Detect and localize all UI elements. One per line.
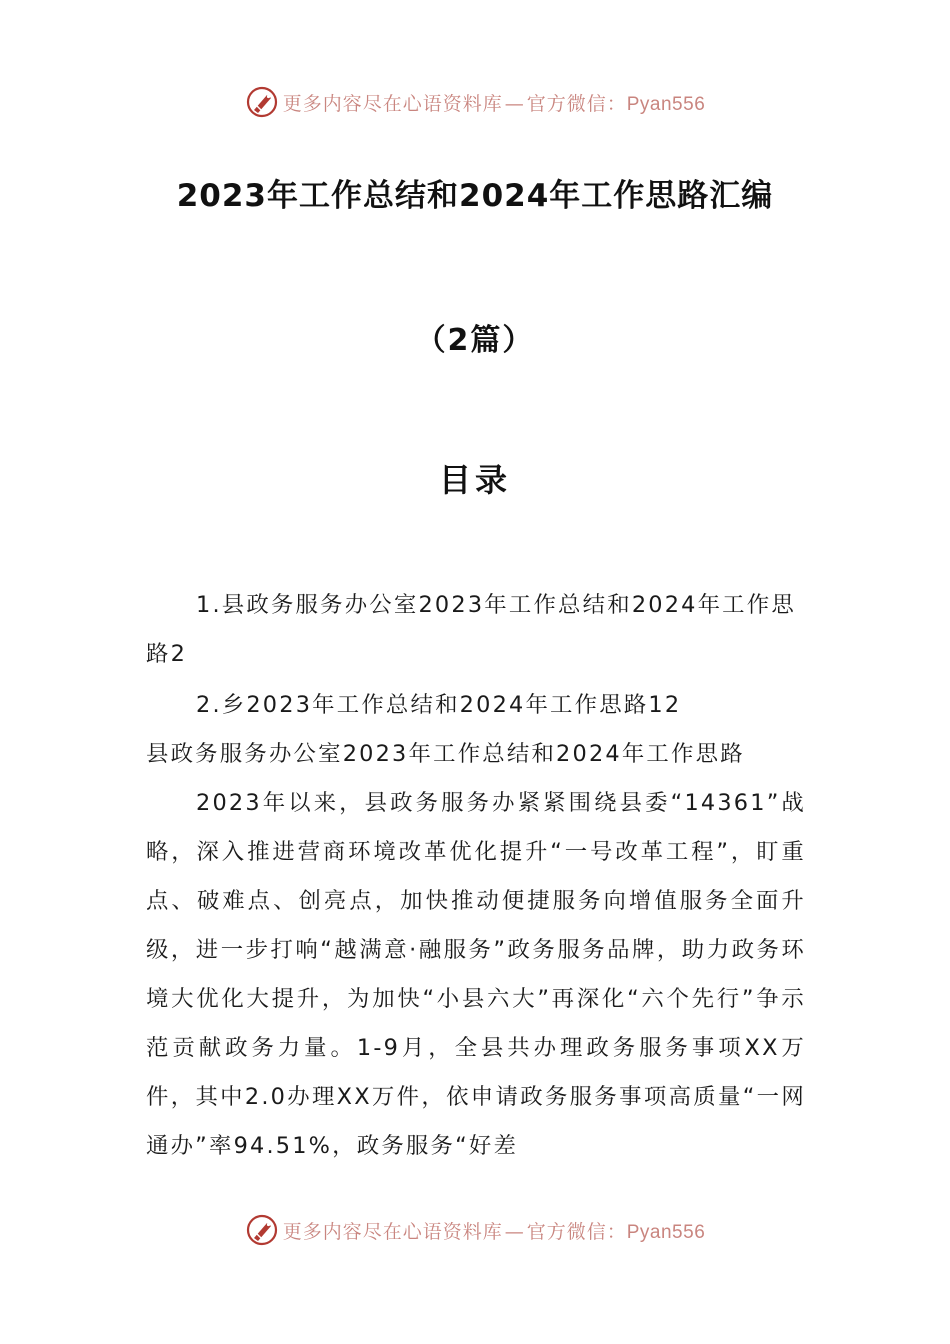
pen-nib-circle-icon — [245, 1213, 279, 1247]
watermark-banner-bottom — [0, 1210, 950, 1250]
toc-entry[interactable] — [146, 681, 806, 730]
toc-entry-page: 2 — [170, 641, 188, 667]
body-paragraph: 2023年以来，县政务服务办紧紧围绕县委“14361”战略，深入推进营商环境改革优化提升“一号改革工程”，盯重点、破难点、创亮点，加快推动便捷服务向增值服务全面升级，进一步打响“越满意·融服务”政务服务品牌，助力政务环境大优化大提升，为加快“小县六大”再深化“六个先行”争示范贡献政务力量。1-9月，全县共办理政务服务事项XX万件，其中2.0办理XX万件，依申请政务服务事项高质量“一网通办”率94.51%，政务服务“好差 — [146, 790, 806, 1159]
watermark-banner-top — [0, 82, 950, 122]
toc-heading: 目录 — [438, 461, 511, 499]
watermark-text: 更多内容尽在心语资料库 — 官方微信：Pyan556 — [282, 92, 706, 115]
toc-entry-page: 12 — [648, 692, 682, 718]
section-title: 县政务服务办公室2023年工作总结和2024年工作思路 — [146, 741, 745, 767]
toc-entry[interactable] — [146, 581, 806, 679]
toc-entry-label: 1.县政务服务办公室2023年工作总结和2024年工作思路 — [146, 592, 796, 667]
pen-nib-circle-icon — [245, 85, 279, 119]
watermark-text: 更多内容尽在心语资料库 — 官方微信：Pyan556 — [282, 1220, 706, 1243]
document-subtitle: （2篇） — [415, 323, 535, 358]
toc-entry-label: 2.乡2023年工作总结和2024年工作思路 — [196, 692, 649, 718]
document-title: 2023年工作总结和2024年工作思路汇编 — [176, 178, 774, 214]
